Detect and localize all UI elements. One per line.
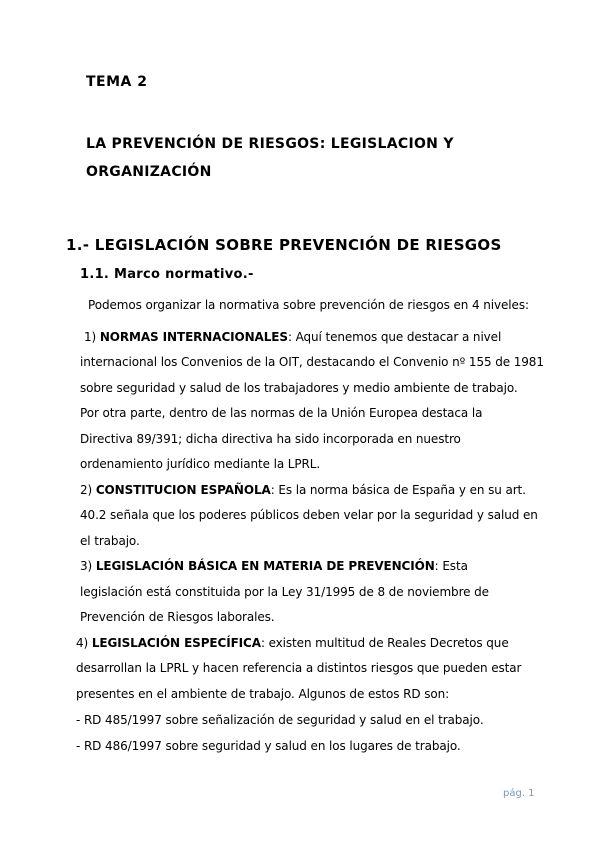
item2-number: 2) (80, 483, 96, 497)
item4-list-item-1: - RD 485/1997 sobre señalización de seguridad y salud en el trabajo. (76, 713, 484, 727)
item3-line-3: Prevención de Riesgos laborales. (80, 610, 275, 624)
item2-label: CONSTITUCION ESPAÑOLA (95, 483, 271, 497)
item3-text: : Esta (434, 559, 468, 573)
item4-line-1 (76, 636, 509, 650)
item4-number: 4) (76, 636, 92, 650)
item1-line-1 (84, 330, 501, 344)
item3-number: 3) (80, 559, 96, 573)
item2-line-3: el trabajo. (80, 534, 140, 548)
item1-line-3: sobre seguridad y salud de los trabajadores y medio ambiente de trabajo. (80, 381, 518, 395)
item2-line-1 (80, 483, 526, 497)
topic-title-line-2: ORGANIZACIÓN (86, 164, 212, 180)
page-number: pág. 1 (503, 788, 535, 799)
item1-text: : Aquí tenemos que destacar a nivel (287, 330, 502, 344)
section-heading: 1.- LEGISLACIÓN SOBRE PREVENCIÓN DE RIESGOS (66, 236, 502, 254)
item2-line-2: 40.2 señala que los poderes públicos deben velar por la seguridad y salud en (80, 508, 538, 522)
item2-text: : Es la norma básica de España y en su art. (270, 483, 526, 497)
item1-line-6: ordenamiento jurídico mediante la LPRL. (80, 457, 321, 471)
item1-line-2: internacional los Convenios de la OIT, destacando el Convenio nº 155 de 1981 (80, 355, 544, 369)
topic-heading: TEMA 2 (86, 74, 148, 90)
item3-line-1 (80, 559, 468, 573)
item1-line-5: Directiva 89/391; dicha directiva ha sido incorporada en nuestro (80, 432, 461, 446)
item4-line-2: desarrollan la LPRL y hacen referencia a distintos riesgos que pueden estar (76, 661, 522, 675)
topic-title-line-1: LA PREVENCIÓN DE RIESGOS: LEGISLACION Y (86, 136, 454, 152)
subsection-heading: 1.1. Marco normativo.- (80, 267, 254, 282)
intro-paragraph: Podemos organizar la normativa sobre prevención de riesgos en 4 niveles: (88, 298, 529, 312)
item1-label: NORMAS INTERNACIONALES (99, 330, 288, 344)
item1-line-4: Por otra parte, dentro de las normas de la Unión Europea destaca la (80, 406, 483, 420)
item4-label: LEGISLACIÓN ESPECÍFICA (91, 636, 261, 650)
item1-number: 1) (84, 330, 100, 344)
item4-text: : existen multitud de Reales Decretos que (260, 636, 509, 650)
item3-line-2: legislación está constituida por la Ley 31/1995 de 8 de noviembre de (80, 585, 489, 599)
item4-list-item-2: - RD 486/1997 sobre seguridad y salud en los lugares de trabajo. (76, 739, 461, 753)
item4-line-3: presentes en el ambiente de trabajo. Algunos de estos RD son: (76, 687, 450, 701)
item3-label: LEGISLACIÓN BÁSICA EN MATERIA DE PREVENCIÓN (95, 559, 435, 573)
